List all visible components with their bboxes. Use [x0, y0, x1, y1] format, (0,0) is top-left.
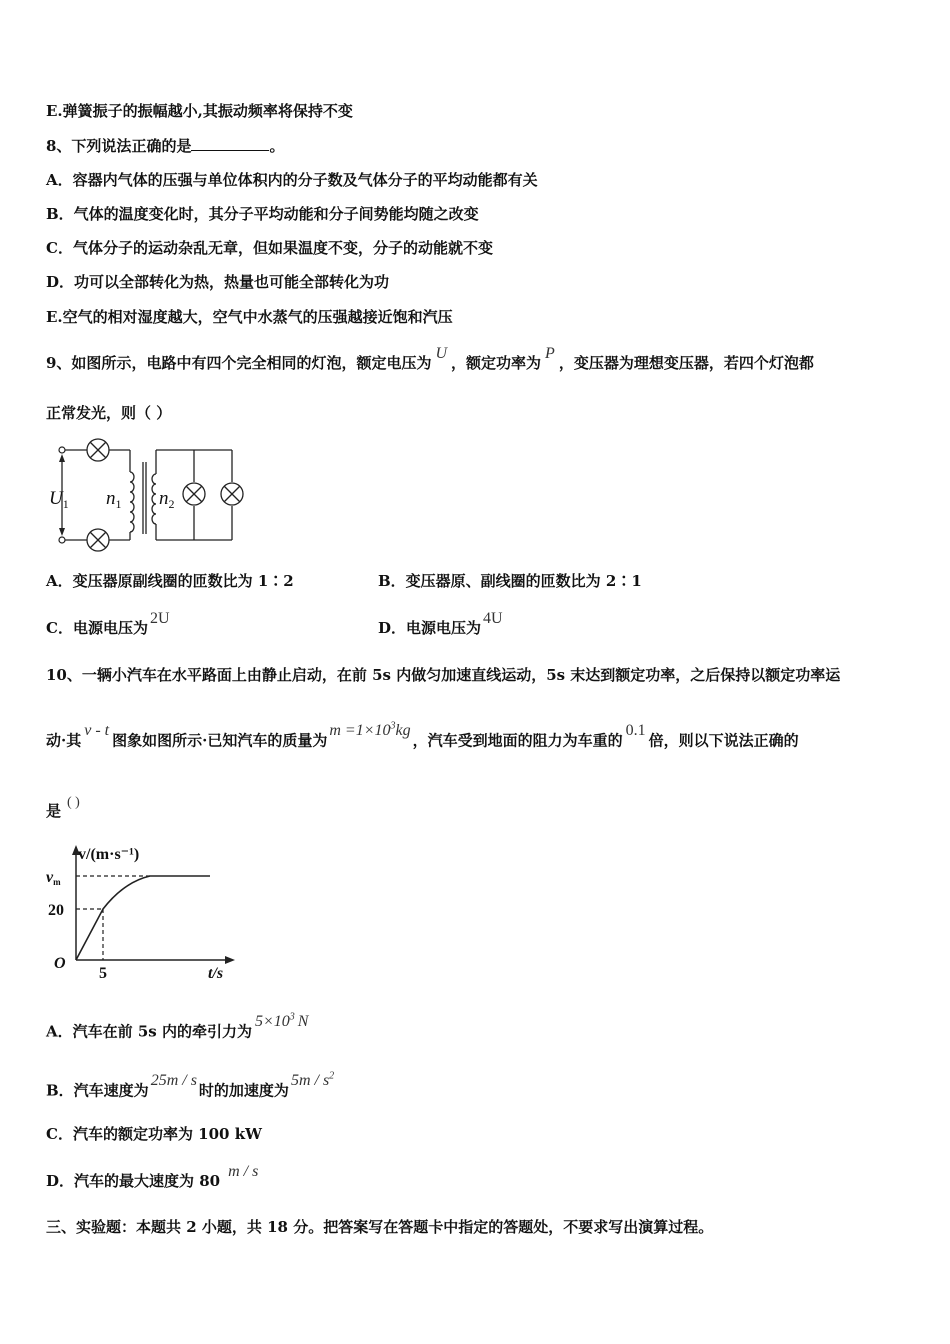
q10-stem-part: 图象如图所示·已知汽车的质量为	[112, 731, 328, 750]
arrow-down-icon	[59, 528, 65, 536]
q8-option-a: A．容器内气体的压强与单位体积内的分子数及气体分子的平均动能都有关	[46, 171, 538, 189]
acceleration-exponent: 2	[329, 1071, 335, 1082]
q9-option-d-value: 4U	[483, 610, 503, 627]
q9-stem-line1	[46, 345, 814, 374]
q10-option-b	[46, 1071, 335, 1101]
force-unit: N	[297, 1013, 309, 1031]
velocity-curve	[76, 876, 210, 960]
q9-option-d-label: D．电源电压为	[378, 619, 482, 637]
mass-formula	[329, 722, 410, 739]
section-3-heading: 三、实验题：本题共 2 小题，共 18 分。把答案写在答题卡中指定的答题处，不要求写出演算过程。	[46, 1218, 714, 1236]
q10-stem-line2	[46, 721, 799, 751]
q10-option-d-label: D．汽车的最大速度为 80	[46, 1172, 221, 1190]
lamp-icon	[87, 529, 109, 551]
label-n2: $n_2$	[159, 488, 175, 511]
acceleration-value	[291, 1072, 334, 1089]
q10-option-b-label: B．汽车速度为	[46, 1081, 149, 1100]
q8-stem-end: 。	[269, 137, 285, 155]
q10-option-a	[46, 1012, 309, 1042]
q8-option-c: C．气体分子的运动杂乱无章，但如果温度不变，分子的动能就不变	[46, 239, 493, 257]
q10-stem-part: 动·其	[46, 731, 82, 750]
q9-stem-part: 9、如图所示，电路中有四个完全相同的灯泡，额定电压为	[46, 354, 432, 372]
mass-unit: kg	[395, 722, 411, 740]
force-value: 5×10	[254, 1013, 290, 1031]
q10-option-c: C．汽车的额定功率为 100 kW	[46, 1125, 262, 1143]
q8-option-d: D．功可以全部转化为热，热量也可能全部转化为功	[46, 273, 390, 291]
answer-blank	[191, 136, 269, 151]
symbol-p: P	[545, 345, 555, 362]
q10-stem-part: 是	[46, 802, 62, 820]
lamp-icon	[87, 439, 109, 461]
terminal-dot	[59, 537, 65, 543]
x-tick-5: 5	[99, 965, 107, 982]
q10-option-b-label2: 时的加速度为	[198, 1081, 289, 1100]
q10-option-a-label: A．汽车在前 5s 内的牵引力为	[46, 1022, 252, 1041]
q10-stem-part: ，汽车受到地面的阻力为车重的	[412, 731, 623, 750]
q9-stem-part: ，额定功率为	[451, 354, 542, 372]
terminal-dot	[59, 447, 65, 453]
q9-option-a: A．变压器原副线圈的匝数比为 1∶2	[46, 572, 294, 590]
transformer-circuit-diagram	[44, 430, 254, 560]
origin-label: O	[54, 955, 66, 972]
q9-option-c	[46, 610, 170, 639]
y-tick-20: 20	[48, 902, 64, 919]
max-speed-unit: m / s	[228, 1163, 259, 1180]
q9-option-c-label: C．电源电压为	[46, 619, 148, 637]
q9-option-d	[378, 610, 503, 639]
q9-option-c-value: 2U	[149, 610, 170, 627]
q9-stem-part: ，变压器为理想变压器，若四个灯泡都	[558, 354, 814, 372]
mass-exponent: 3	[390, 721, 396, 732]
vm-label: vm	[46, 869, 61, 887]
q10-option-a-value	[255, 1013, 308, 1030]
force-exponent: 3	[289, 1012, 295, 1023]
q10-stem-line3	[46, 795, 80, 823]
y-axis-label: v/(m·s⁻¹)	[78, 846, 140, 863]
axis-arrow-icon	[225, 956, 235, 964]
arrow-up-icon	[59, 454, 65, 462]
answer-paren: ( )	[67, 795, 80, 810]
friction-ratio: 0.1	[625, 722, 646, 740]
vt-symbol: v - t	[84, 722, 110, 740]
q10-stem-line1: 10、一辆小汽车在水平路面上由静止启动，在前 5s 内做匀加速直线运动，5s 末达到额定功率，之后保持以额定功率运	[46, 666, 841, 684]
vt-graph	[42, 840, 242, 985]
q8-stem-text: 8、下列说法正确的是	[46, 137, 192, 155]
q7-option-e: E.弹簧振子的振幅越小,其振动频率将保持不变	[46, 102, 353, 120]
speed-value: 25m / s	[150, 1072, 197, 1090]
symbol-u: U	[435, 345, 448, 362]
lamp-icon	[221, 483, 243, 505]
q10-stem-part: 倍，则以下说法正确的	[648, 731, 799, 750]
label-u1: $U_1$	[49, 488, 69, 511]
q10-option-d	[46, 1163, 259, 1192]
q9-option-b: B．变压器原、副线圈的匝数比为 2∶1	[378, 572, 642, 590]
x-axis-label: t/s	[208, 965, 224, 982]
q9-stem-line2: 正常发光，则（ ）	[46, 404, 172, 422]
q8-stem	[46, 136, 284, 156]
label-n1: $n_1$	[106, 488, 122, 511]
q8-option-b: B．气体的温度变化时，其分子平均动能和分子间势能均随之改变	[46, 205, 479, 223]
acceleration-number: 5m / s	[290, 1072, 330, 1090]
q8-option-e: E.空气的相对湿度越大，空气中水蒸气的压强越接近饱和汽压	[46, 308, 453, 326]
lamp-icon	[183, 483, 205, 505]
mass-value: m =1×10	[329, 722, 391, 740]
